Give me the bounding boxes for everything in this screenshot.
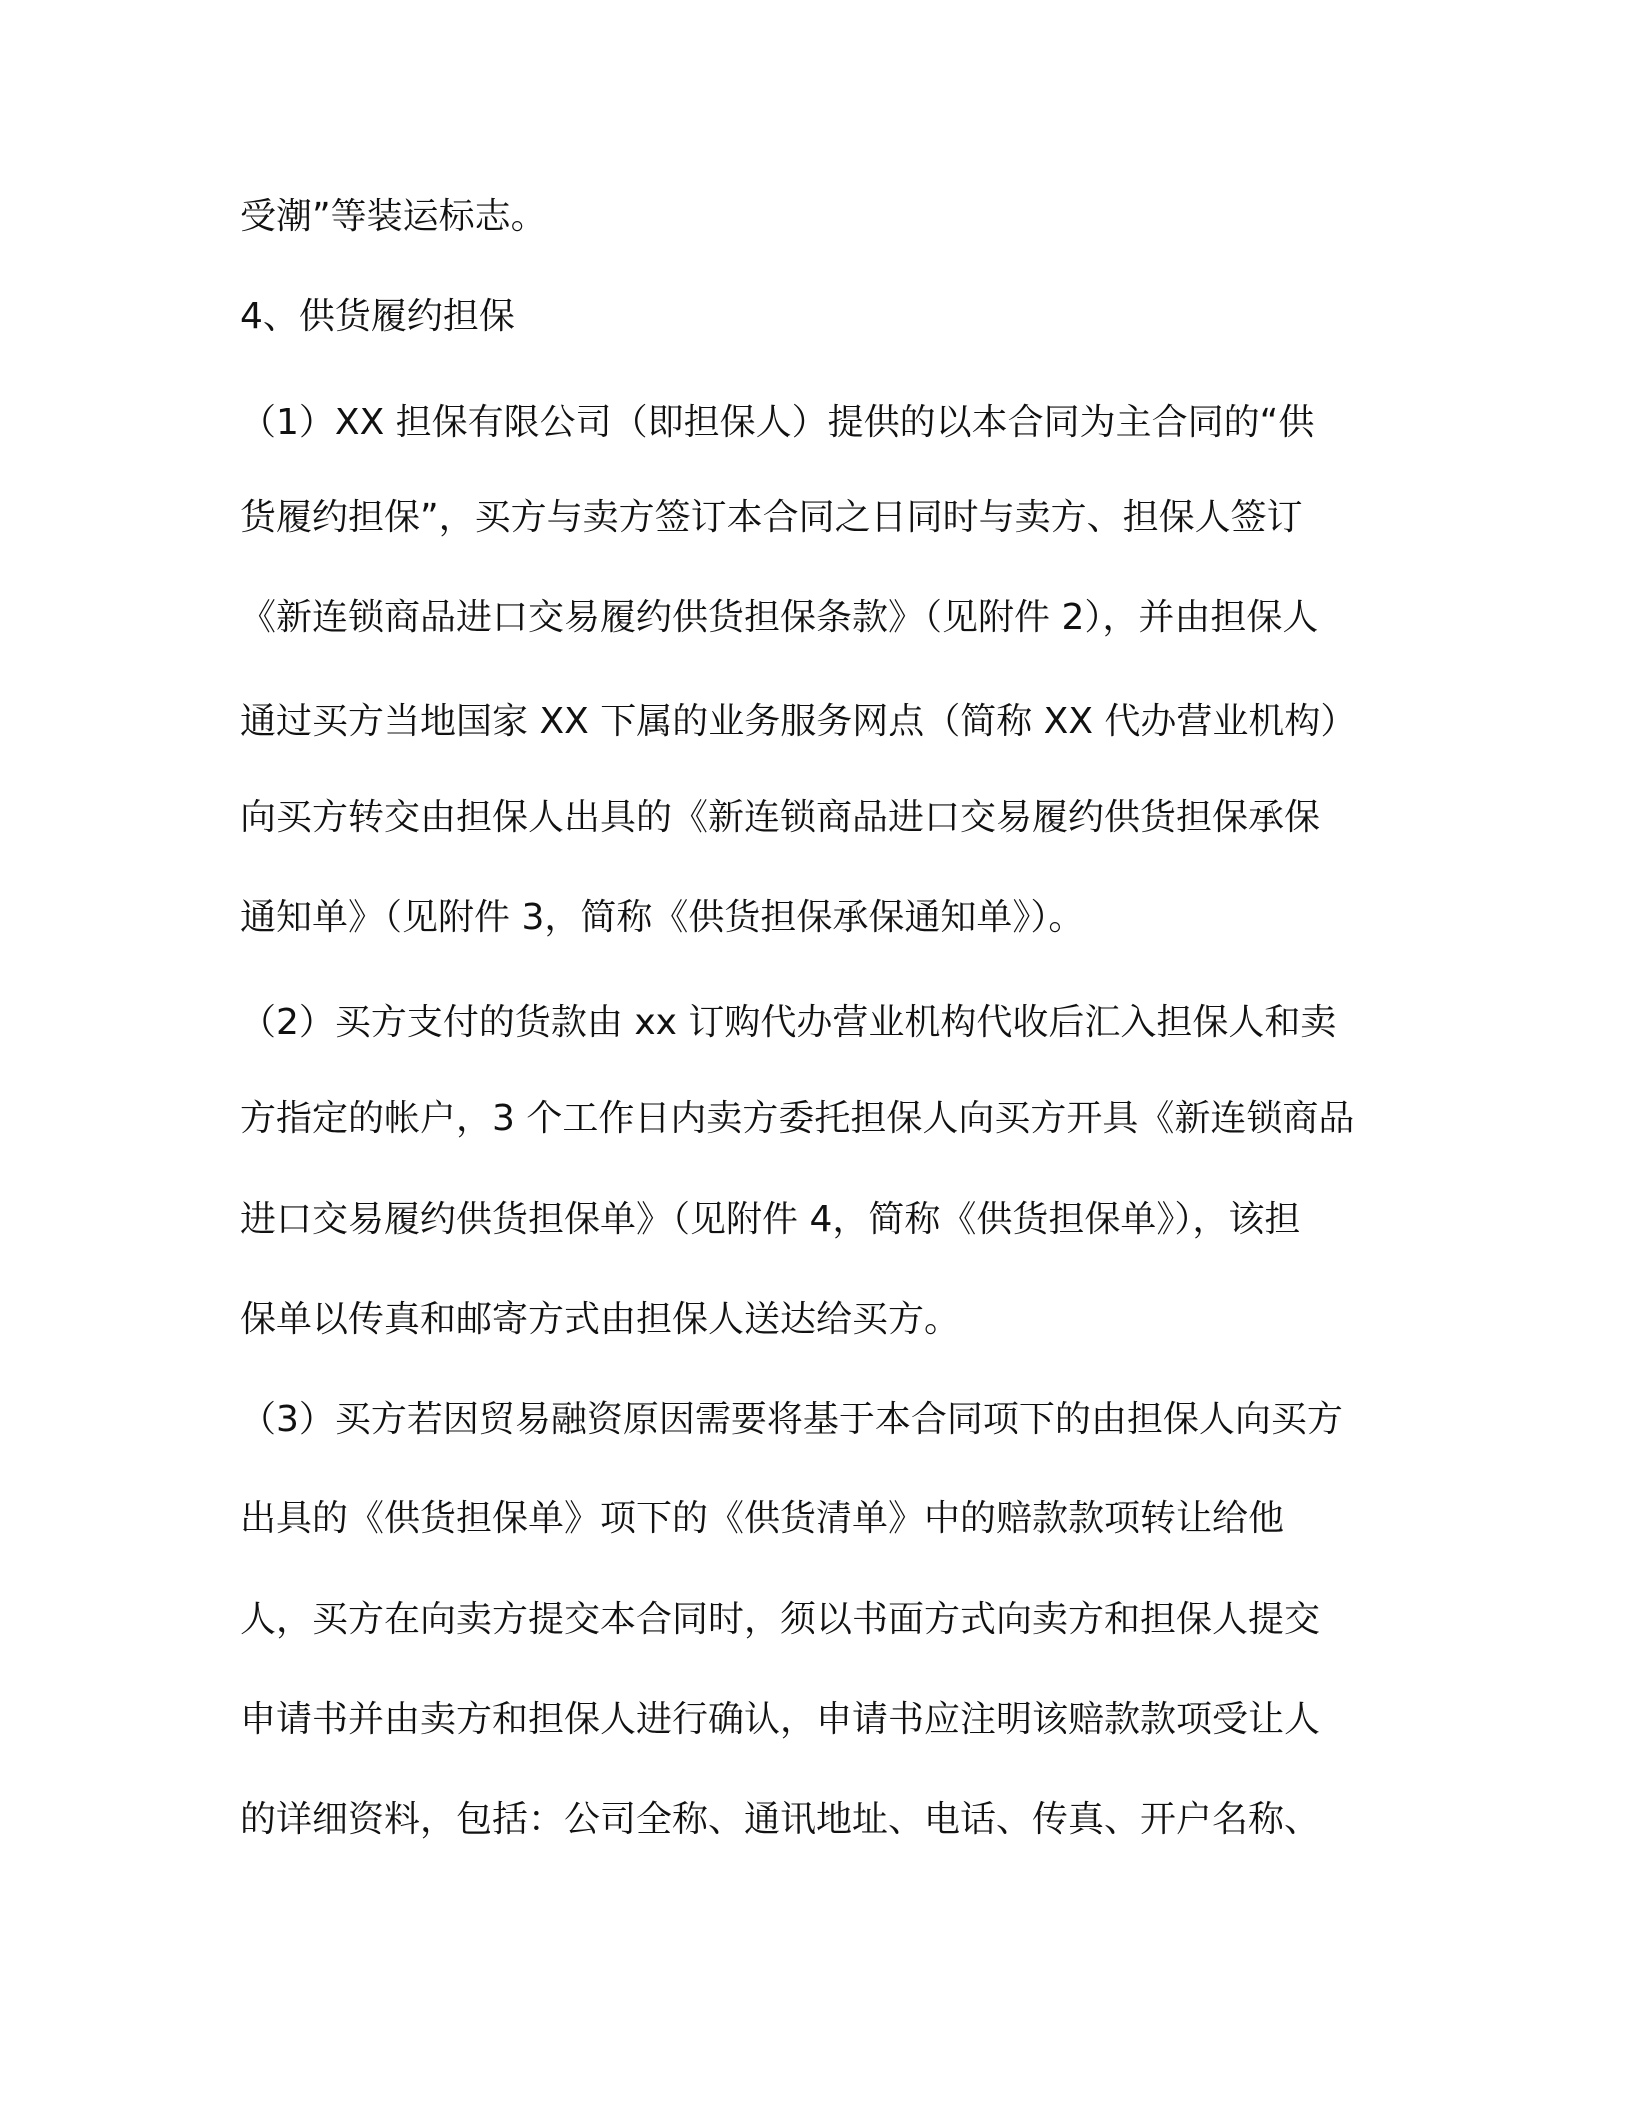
text-line-10: 方指定的帐户，3 个工作日内卖方委托担保人向买方开具《新连锁商品: [240, 1098, 1355, 1139]
text-line-17: 的详细资料，包括：公司全称、通讯地址、电话、传真、开户名称、: [240, 1799, 1321, 1840]
text-line-6: 通过买方当地国家 XX 下属的业务服务网点（简称 XX 代办营业机构）: [240, 701, 1357, 742]
text-line-12: 保单以传真和邮寄方式由担保人送达给买方。: [240, 1299, 961, 1340]
text-line-4: 货履约担保”，买方与卖方签订本合同之日同时与卖方、担保人签订: [240, 497, 1303, 538]
text-line-14: 出具的《供货担保单》项下的《供货清单》中的赔款款项转让给他: [240, 1498, 1285, 1539]
text-line-9: （2）买方支付的货款由 xx 订购代办营业机构代收后汇入担保人和卖: [240, 1002, 1337, 1043]
section-heading: 4、供货履约担保: [240, 296, 515, 337]
text-line-1: 受潮”等装运标志。: [240, 196, 547, 237]
text-line-3: （1）XX 担保有限公司（即担保人）提供的以本合同为主合同的“供: [240, 402, 1315, 443]
text-line-13: （3）买方若因贸易融资原因需要将基于本合同项下的由担保人向买方: [240, 1399, 1343, 1440]
text-line-8: 通知单》（见附件 3，简称《供货担保承保通知单》）。: [240, 897, 1085, 938]
text-line-11: 进口交易履约供货担保单》（见附件 4，简称《供货担保单》），该担: [240, 1199, 1301, 1240]
text-line-16: 申请书并由卖方和担保人进行确认，申请书应注明该赔款款项受让人: [240, 1699, 1321, 1740]
text-line-15: 人，买方在向卖方提交本合同时，须以书面方式向卖方和担保人提交: [240, 1599, 1321, 1640]
text-line-5: 《新连锁商品进口交易履约供货担保条款》（见附件 2），并由担保人: [240, 597, 1319, 638]
text-line-7: 向买方转交由担保人出具的《新连锁商品进口交易履约供货担保承保: [240, 797, 1321, 838]
